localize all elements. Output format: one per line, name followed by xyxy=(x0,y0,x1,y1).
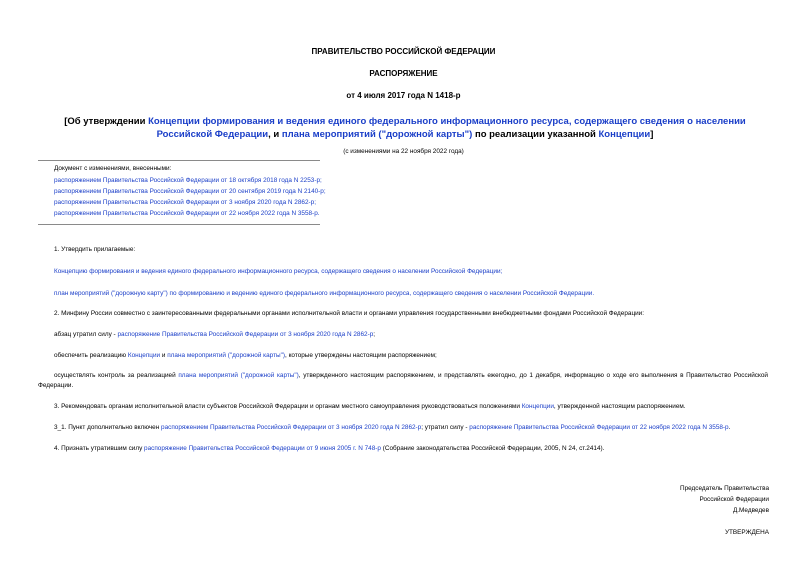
p31-link-2[interactable]: распоряжение Правительства Российской Федерации от 22 ноября 2022 года N 3558-р xyxy=(469,424,729,431)
title-suffix: ] xyxy=(650,129,654,140)
p31-suffix: . xyxy=(728,424,731,431)
p3-concept-link[interactable]: Концепции xyxy=(521,403,554,410)
p2b-prefix: обеспечить реализацию xyxy=(54,352,128,359)
concept-link[interactable]: Концепции формирования и ведения единого федерального информационного ресурса, содержащего сведения о населении Российской Федерации xyxy=(148,116,746,140)
document-type: РАСПОРЯЖЕНИЕ xyxy=(369,69,438,78)
paragraph-2: 2. Минфину России совместно с заинтересованными федеральными органами исполнительной власти и органами управления государственными внебюджетными фондами Российской Федерации: xyxy=(54,310,645,317)
document-date-number: от 4 июля 2017 года N 1418-р xyxy=(346,91,461,100)
paragraph-1: 1. Утвердить прилагаемые: xyxy=(54,246,136,253)
p2c-roadmap-link[interactable]: плана мероприятий ("дорожной карты") xyxy=(178,372,299,379)
approved-label: УТВЕРЖДЕНА xyxy=(724,529,769,536)
paragraph-3 xyxy=(38,402,768,412)
signature-organization: Российской Федерации xyxy=(699,496,769,503)
p2c-prefix: осуществлять контроль за реализацией xyxy=(54,372,179,379)
p31-prefix: 3_1. Пункт дополнительно включен xyxy=(54,424,162,431)
title-prefix: [Об утверждении xyxy=(64,116,149,127)
changes-heading: Документ с изменениями, внесенными: xyxy=(54,165,172,172)
roadmap-approved-link[interactable]: план мероприятий ("дорожную карту") по формированию и ведению единого федерального информационного ресурса, содержащего сведения о населении Российской Федерации. xyxy=(54,290,595,297)
divider-top xyxy=(38,160,320,161)
paragraph-3-1 xyxy=(38,423,768,433)
p2a-prefix: абзац утратил силу - xyxy=(54,331,118,338)
change-link[interactable]: распоряжением Правительства Российской Федерации от 20 сентября 2019 года N 2140-р; xyxy=(54,188,326,195)
concept-approved-link[interactable]: Концепцию формирования и ведения единого федерального информационного ресурса, содержащего сведения о населении Российской Федерации; xyxy=(54,268,503,275)
p2a-link[interactable]: распоряжение Правительства Российской Федерации от 3 ноября 2020 года N 2862-р xyxy=(117,331,374,338)
title-mid-2: по реализации указанной xyxy=(472,129,599,140)
p2b-roadmap-link[interactable]: плана мероприятий ("дорожной карты") xyxy=(167,352,286,359)
paragraph-2a xyxy=(38,330,768,340)
paragraph-2c xyxy=(38,371,768,390)
signature-name: Д.Медведев xyxy=(732,507,769,514)
p2b-concept-link[interactable]: Концепции xyxy=(127,352,161,359)
change-link[interactable]: распоряжением Правительства Российской Федерации от 3 ноября 2020 года N 2862-р; xyxy=(54,199,316,206)
p4-prefix: 4. Признать утратившим силу xyxy=(54,445,145,452)
government-header: ПРАВИТЕЛЬСТВО РОССИЙСКОЙ ФЕДЕРАЦИИ xyxy=(311,47,496,56)
divider-bottom xyxy=(38,224,320,225)
p4-link[interactable]: распоряжение Правительства Российской Федерации от 9 июня 2005 г. N 748-р xyxy=(144,445,381,452)
roadmap-link[interactable]: плана мероприятий ("дорожной карты") xyxy=(281,129,473,140)
document-title xyxy=(38,115,772,141)
concept-link-2[interactable]: Концепции xyxy=(598,129,651,140)
paragraph-4 xyxy=(38,444,768,454)
p2a-suffix: ; xyxy=(373,331,376,338)
p2c-suffix: , утвержденного настоящим распоряжением, и представлять ежегодно, до 1 декабря, информацию о ходе его выполнения в Правительство Российской Федерации. xyxy=(38,372,768,389)
p31-link-1[interactable]: распоряжением Правительства Российской Федерации от 3 ноября 2020 года N 2862-р xyxy=(161,424,422,431)
p2b-mid: и xyxy=(160,352,168,359)
signature-position: Председатель Правительства xyxy=(680,485,769,492)
p3-suffix: , утвержденной настоящим распоряжением. xyxy=(553,403,686,410)
title-mid-1: , и xyxy=(268,129,282,140)
change-link[interactable]: распоряжением Правительства Российской Федерации от 18 октября 2018 года N 2253-р; xyxy=(54,177,322,184)
p2b-suffix: , которые утверждены настоящим распоряжением; xyxy=(285,352,437,359)
p31-mid: ; утратил силу - xyxy=(421,424,470,431)
paragraph-2b xyxy=(38,351,768,361)
p4-suffix: (Собрание законодательства Российской Федерации, 2005, N 24, ст.2414). xyxy=(380,445,605,452)
revision-note: (с изменениями на 22 ноября 2022 года) xyxy=(343,148,464,155)
change-link[interactable]: распоряжением Правительства Российской Федерации от 22 ноября 2022 года N 3558-р. xyxy=(54,210,320,217)
p3-prefix: 3. Рекомендовать органам исполнительной власти субъектов Российской Федерации и органам местного самоуправления руководствоваться положениями xyxy=(54,403,522,410)
